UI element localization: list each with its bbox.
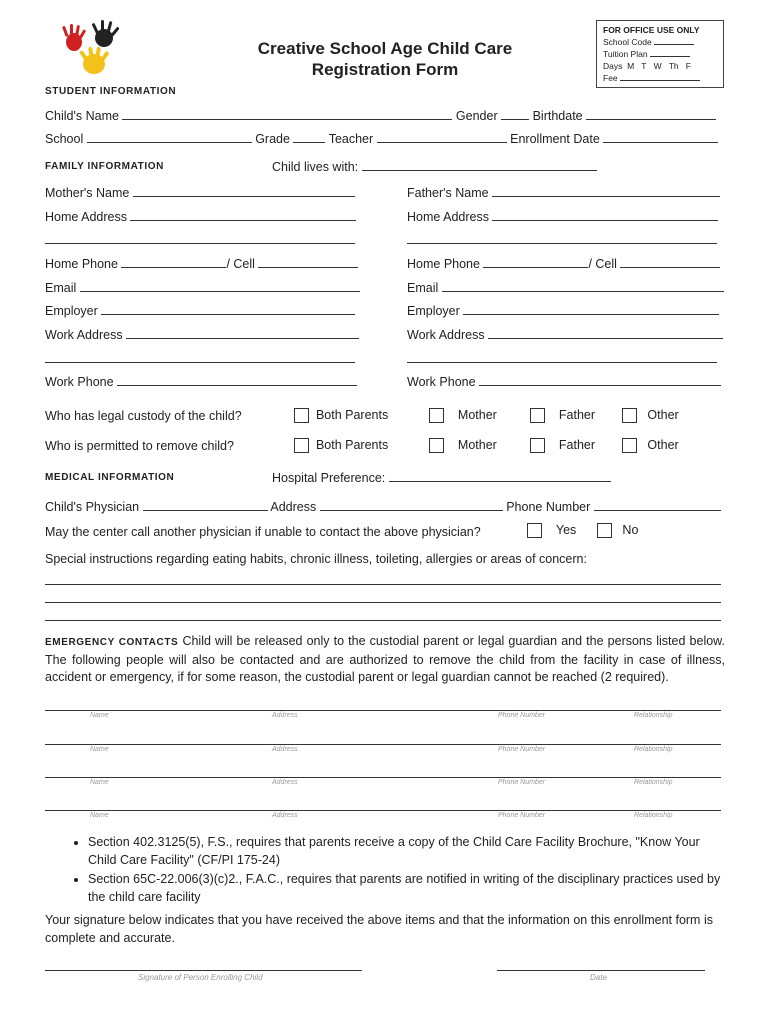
special-instructions-line-1[interactable] [45,572,721,585]
father-work-phone-row [407,373,721,389]
custody-both-parents-option[interactable] [294,408,388,423]
physician-address-field[interactable] [320,498,503,511]
father-work-address-field[interactable] [488,326,723,339]
school-code-field[interactable] [654,36,694,45]
contact-4-relationship-caption: Relationship [634,812,673,819]
remove-father-checkbox[interactable] [530,438,545,453]
mother-email-row [45,279,360,295]
remove-both-parents-label: Both Parents [315,438,389,452]
father-cell-label: / Cell [588,257,617,271]
father-employer-field[interactable] [463,302,719,315]
title-line-2: Registration Form [311,60,459,79]
another-no-label: No [622,523,639,537]
father-work-phone-label: Work Phone [407,375,476,389]
mother-employer-label: Employer [45,304,98,318]
contact-3-address-caption: Address [272,779,298,786]
mother-work-address-label: Work Address [45,328,123,342]
physician-row [45,498,721,514]
contact-4-phone-caption: Phone Number [498,812,546,819]
lives-with-row [272,158,597,174]
gender-field[interactable] [501,107,529,120]
child-name-label: Child's Name [45,109,119,123]
father-work-address-row [407,326,723,342]
father-name-label: Father's Name [407,186,489,200]
physician-label: Child's Physician [45,500,140,514]
another-no-option[interactable] [597,523,638,538]
gender-label: Gender [455,109,498,123]
enrollment-date-field[interactable] [603,130,718,143]
custody-other-label: Other [647,408,679,422]
hospital-label: Hospital Preference: [272,471,386,485]
contact-2-phone-caption: Phone Number [498,746,546,753]
custody-mother-label: Mother [457,408,497,422]
remove-other-option[interactable] [622,438,679,453]
signature-statement: Your signature below indicates that you have received the above items and that the information on this enrollment form is complete and accurate. [45,913,713,945]
mother-work-address-line-2[interactable] [45,350,355,363]
contact-1-address-caption: Address [272,712,298,719]
remove-father-label: Father [558,438,596,452]
contact-3-line[interactable] [45,765,721,778]
mother-name-field[interactable] [133,184,355,197]
black-hand-icon [92,20,120,47]
special-instructions-label: Special instructions regarding eating habits, chronic illness, toileting, allergies or areas of concern: [45,552,587,566]
days-label: Days [603,61,623,71]
day-t[interactable]: T [641,61,647,71]
mother-work-address-row [45,326,359,342]
mother-address-line-2[interactable] [45,231,355,244]
father-name-field[interactable] [492,184,720,197]
father-address-label: Home Address [407,210,489,224]
mother-home-phone-field[interactable] [121,255,226,268]
school-field[interactable] [87,130,252,143]
custody-question: Who has legal custody of the child? [45,409,242,423]
custody-other-option[interactable] [622,408,679,423]
father-email-label: Email [407,281,439,295]
lives-with-label: Child lives with: [272,160,359,174]
father-home-phone-field[interactable] [483,255,588,268]
office-use-box [596,20,724,88]
mother-phone-row [45,255,358,271]
contact-1-relationship-caption: Relationship [634,712,673,719]
father-email-field[interactable] [442,279,724,292]
remove-mother-checkbox[interactable] [429,438,444,453]
mother-work-phone-field[interactable] [117,373,357,386]
contact-2-line[interactable] [45,732,721,745]
father-cell-field[interactable] [620,255,720,268]
student-row-1 [45,107,716,123]
notice-brochure: • Section 402.3125(5), F.S., requires that parents receive a copy of the Child Care Facility Brochure, "Know Your Child Care Facility" (CF/PI 175-24) [88,834,727,869]
custody-father-label: Father [558,408,596,422]
contact-4-name-caption: Name [90,812,109,819]
another-yes-checkbox[interactable] [527,523,542,538]
remove-both-parents-option[interactable] [294,438,388,453]
contact-3-phone-caption: Phone Number [498,779,546,786]
mother-address-field[interactable] [130,208,356,221]
remove-other-label: Other [647,438,679,452]
contact-4-line[interactable] [45,798,721,811]
mother-work-phone-label: Work Phone [45,375,114,389]
red-hand-icon [62,24,86,51]
contact-1-line[interactable] [45,698,721,711]
father-work-address-line-2[interactable] [407,350,717,363]
father-phone-row [407,255,720,271]
special-instructions-line-2[interactable] [45,590,721,603]
fee-label: Fee [603,73,618,83]
father-work-address-label: Work Address [407,328,485,342]
custody-mother-option[interactable] [429,408,497,423]
signature-field[interactable] [45,958,362,971]
physician-phone-field[interactable] [594,498,721,511]
custody-mother-checkbox[interactable] [429,408,444,423]
tuition-plan-label: Tuition Plan [603,49,648,59]
day-m[interactable]: M [627,61,635,71]
mother-name-label: Mother's Name [45,186,130,200]
contact-3-relationship-caption: Relationship [634,779,673,786]
custody-father-checkbox[interactable] [530,408,545,423]
mother-employer-field[interactable] [101,302,355,315]
mother-work-phone-row [45,373,357,389]
medical-section-heading: MEDICAL INFORMATION [45,472,175,483]
contact-3-name-caption: Name [90,779,109,786]
enrollment-date-label: Enrollment Date [510,132,600,146]
school-code-label: School Code [603,37,652,47]
days-row [603,60,717,72]
physician-address-label: Address [270,500,317,514]
father-address-line-2[interactable] [407,231,717,244]
contact-1-phone-caption: Phone Number [498,712,546,719]
emergency-section-heading: EMERGENCY CONTACTS [45,637,179,648]
father-name-row [407,184,720,200]
date-field[interactable] [497,958,705,971]
office-heading: FOR OFFICE USE ONLY [603,25,700,35]
school-label: School [45,132,84,146]
notice-discipline: • Section 65C-22.006(3)(c)2., F.A.C., requires that parents are notified in writing of the disciplinary practices used by the child care facility [88,871,727,906]
mother-email-label: Email [45,281,77,295]
family-section-heading: FAMILY INFORMATION [45,161,164,172]
father-address-row [407,208,718,224]
contact-2-relationship-caption: Relationship [634,746,673,753]
tuition-plan-field[interactable] [650,48,690,57]
physician-field[interactable] [143,498,268,511]
student-row-2 [45,130,718,146]
father-work-phone-field[interactable] [479,373,721,386]
hospital-row [272,469,611,485]
custody-both-parents-label: Both Parents [315,408,389,422]
student-section-heading: STUDENT INFORMATION [45,86,177,97]
another-yes-option[interactable] [527,523,576,538]
custody-father-option[interactable] [530,408,595,423]
mother-work-address-field[interactable] [126,326,359,339]
mother-name-row [45,184,355,200]
mother-address-label: Home Address [45,210,127,224]
grade-field[interactable] [293,130,325,143]
remove-mother-label: Mother [457,438,497,452]
handprints-logo [60,20,130,80]
remove-mother-option[interactable] [429,438,497,453]
lives-with-field[interactable] [362,158,597,171]
custody-other-checkbox[interactable] [622,408,637,423]
remove-father-option[interactable] [530,438,595,453]
physician-phone-label: Phone Number [506,500,591,514]
birthdate-label: Birthdate [532,109,583,123]
mother-cell-label: / Cell [226,257,255,271]
remove-question: Who is permitted to remove child? [45,439,234,453]
mother-employer-row [45,302,355,318]
day-f[interactable]: F [685,61,691,71]
form-title [215,38,555,80]
teacher-field[interactable] [377,130,507,143]
mother-email-field[interactable] [80,279,360,292]
custody-both-parents-checkbox[interactable] [294,408,309,423]
another-physician-question: May the center call another physician if unable to contact the above physician? [45,525,481,539]
father-employer-row [407,302,719,318]
father-address-field[interactable] [492,208,718,221]
birthdate-field[interactable] [586,107,716,120]
contact-2-address-caption: Address [272,746,298,753]
mother-address-row [45,208,356,224]
special-instructions-line-3[interactable] [45,608,721,621]
signature-caption: Signature of Person Enrolling Child [138,973,263,982]
father-email-row [407,279,724,295]
day-w[interactable]: W [653,61,662,71]
notices-list [72,834,727,908]
contact-2-name-caption: Name [90,746,109,753]
grade-label: Grade [255,132,290,146]
mother-cell-field[interactable] [258,255,358,268]
emergency-text: Child will be released only to the custodial parent or legal guardian and the persons listed below. The following people will also be contacted and are authorized to remove the child from the facility in case of illness, accident or emergency, if for some reason, the custodial parent or legal guardian cannot be reached (2 required). [45,634,725,684]
contact-1-name-caption: Name [90,712,109,719]
child-name-field[interactable] [122,107,452,120]
emergency-paragraph [45,633,725,687]
another-yes-label: Yes [555,523,577,537]
date-caption: Date [590,973,607,982]
father-home-phone-label: Home Phone [407,257,480,271]
another-no-checkbox[interactable] [597,523,612,538]
title-line-1: Creative School Age Child Care [257,39,513,58]
fee-field[interactable] [620,72,700,81]
contact-4-address-caption: Address [272,812,298,819]
hospital-field[interactable] [389,469,611,482]
mother-home-phone-label: Home Phone [45,257,118,271]
teacher-label: Teacher [328,132,374,146]
father-employer-label: Employer [407,304,460,318]
remove-other-checkbox[interactable] [622,438,637,453]
remove-both-parents-checkbox[interactable] [294,438,309,453]
day-th[interactable]: Th [668,61,679,71]
yellow-hand-icon [79,47,110,74]
